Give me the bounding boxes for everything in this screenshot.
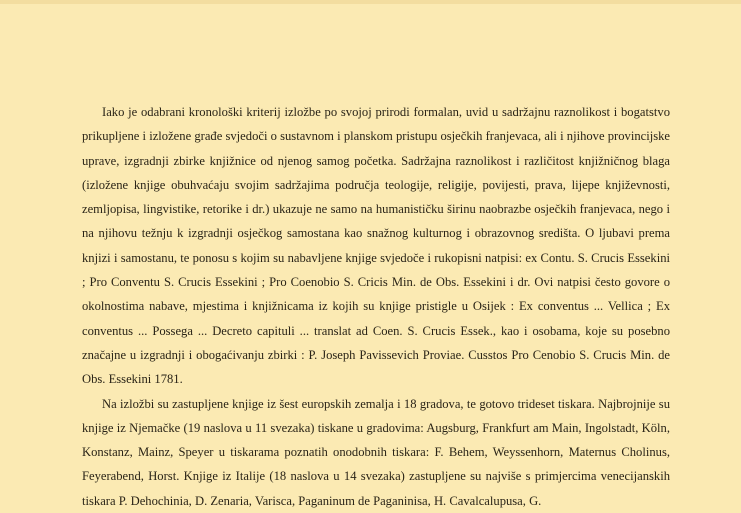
paragraph-1: Iako je odabrani kronološki kriterij izložbe po svojoj prirodi formalan, uvid u sadržajnu raznolikost i bogatstvo prikupljene i izložene građe svjedoči o sustavnom i planskom pristupu osječkih franjevaca, ali i njihove provincijske uprave, izgradnji zbirke knjižnice od njenog samog početka. Sadržajna raznolikost i različitost knjižničnog blaga (izložene knjige obuhvaćaju svojim sadržajima područja teologije, religije, povijesti, prava, lijepe književnosti, zemljopisa, lingvistike, retorike i dr.) ukazuje ne samo na humanističku širinu naobrazbe osječkih franjevaca, nego i na njihovu težnju k izgradnji osječkog samostana kao snažnog kulturnog i obrazovnog središta. O ljubavi prema knjizi i samostanu, te ponosu s kojim su nabavljene knjige svjedoče i rukopisni natpisi: ex Contu. S. Crucis Essekini ; Pro Conventu S. Crucis Essekini ; Pro Coenobio S. Cricis Min. de Obs. Essekini i dr. Ovi natpisi često govore o okolnostima nabave, mjestima i knjižnicama iz kojih su knjige pristigle u Osijek : Ex conventus ... Vellica ; Ex conventus ... Possega ... Decreto capituli ... translat ad Coen. S. Crucis Essek., kao i osobama, koje su posebno značajne u izgradnji i obogaćivanju zbirki : P. Joseph Pavissevich Proviae. Cusstos Pro Cenobio S. Crucis Min. de Obs. Essekini 1781. — [82, 105, 670, 387]
paragraph-2: Na izložbi su zastupljene knjige iz šest europskih zemalja i 18 gradova, te gotovo trideset tiskara. Najbrojnije su knjige iz Njemačke (19 naslova u 11 svezaka) tiskane u gradovima: Augsburg, Frankfurt am Main, Ingolstadt, Köln, Konstanz, Mainz, Speyer u tiskarama poznatih onodobnih tiskara: F. Behem, Weyssenhorn, Maternus Cholinus, Feyerabend, Horst. Knjige iz Italije (18 naslova u 14 svezaka) zastupljene su najviše s primjercima venecijanskih tiskara P. Dehochinia, D. Zenaria, Varisca, Paganinum de Paganinisa, H. Cavalcalupusa, G. — [82, 396, 670, 508]
page-top-edge — [0, 0, 741, 4]
document-body — [82, 100, 670, 513]
